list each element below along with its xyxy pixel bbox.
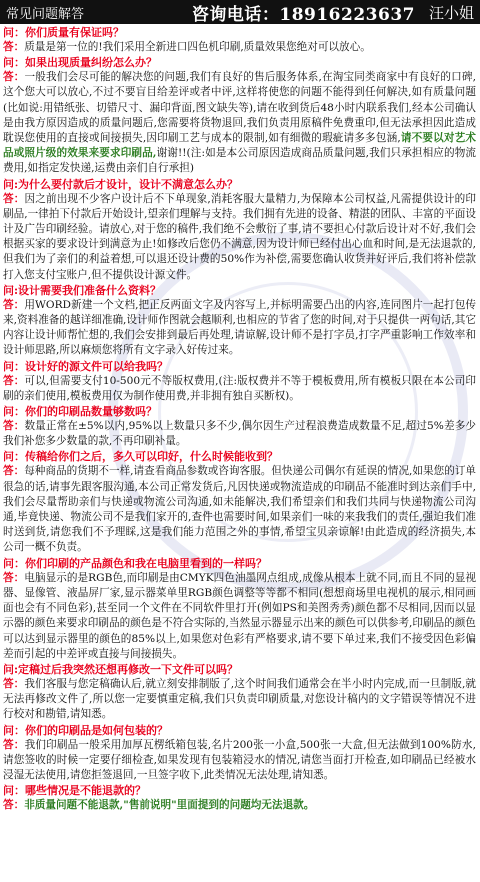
faq-answer	[3, 419, 477, 449]
answer-text: 我们客服与您定稿确认后,就立刻安排制版了,这个时间我们通常会在半小时内完成,而一旦制版,就无法再修改文件了,所以您一定要慎重定稿,我们只负责印刷质量,对您设计稿内的文字错误等情况不进行校对和勘错,请知悉。	[3, 677, 477, 721]
answer-text: 我们印刷品一般采用加厚瓦楞纸箱包装,名片200张一小盒,500张一大盒,但无法做到100%防水,请您签收的时候一定要仔细检查,如果发现有包装箱浸水的情况,请您当面打开检查,如印刷品已经被水浸湿无法使用,请您拒签退回,一旦签字收下,此类情况无法处理,请知悉。	[3, 738, 477, 781]
answer-prefix: 答：	[3, 298, 25, 311]
faq-answer	[3, 298, 477, 359]
answer-text: 可以,但需要支付10-500元不等版权费用,(注:版权费并不等于模板费用,所有模板只限在本公司印刷的亲们使用,模板费用仅为制作使用费,并非拥有独自买断权)。	[3, 374, 477, 402]
answer-text: 数量正常在±5%以内,95%以上数量只多不少,偶尔因生产过程浪费造成数量不足,超过5%差多少我们补您多少数量的款,不再印刷补量。	[3, 420, 477, 448]
faq-item	[3, 404, 477, 449]
answer-prefix: 答：	[3, 374, 25, 387]
faq-question: 问:定稿过后我突然还想再修改一下文件可以吗？	[3, 662, 239, 676]
faq-item	[3, 449, 477, 555]
faq-answer	[3, 738, 477, 784]
header-title: 常见问题解答	[6, 6, 85, 22]
answer-text: 用WORD新建一个文档,把正反两面文字及内容写上,并标明需要凸出的内容,连同图片一起打包传来,资料准备的越详细准确,设计师作图就会越顺利,也相应的节省了您的时间,对于只提供一两句话,其它内容让设计师帮忙想的,我们会安排到最后再处理,请谅解,设计师不是打字员,打字严重影响工作效率和设计师思路,所以麻烦您将所有文字录入好传过来。	[3, 298, 476, 357]
faq-answer	[3, 464, 477, 555]
answer-prefix: 答：	[3, 420, 25, 433]
faq-answer	[3, 677, 477, 723]
faq-question: 问：你们的印刷品数量够数吗？	[3, 405, 157, 419]
faq-item	[3, 25, 477, 55]
faq-item	[3, 55, 477, 176]
answer-prefix: 答：	[3, 41, 25, 53]
answer-highlight: 请不要以对艺术品或照片级的效果来要求印刷品,	[3, 132, 477, 160]
answer-prefix: 答：	[3, 465, 25, 478]
faq-item	[3, 359, 477, 404]
faq-item	[3, 723, 477, 784]
header-bar	[0, 0, 480, 24]
faq-question: 问：你们印刷的产品颜色和我在电脑里看到的一样吗？	[3, 556, 267, 570]
faq-answer	[3, 40, 477, 55]
answer-prefix: 答：	[3, 799, 25, 812]
faq-question: 问：你们质量有保证吗？	[3, 26, 124, 39]
faq-item	[3, 283, 477, 359]
answer-text: 每种商品的货期不一样,请查看商品参数或咨询客服。但快递公司偶尔有延误的情况,如果您的订单很急的话,请事先跟客服沟通,本公司正常发货后,凡因快递或物流造成的印刷品不能准时到达亲们手中,我们会尽量帮助亲们与快递或物流公司沟通,如未能解决,我们希望亲们和我们共同与快递物流公司沟通,毕竟快递、物流公司不是我们家开的,查件也需要时间,如果亲们一味的来我我们的责任,强迫我们准时送到货,请您我们不予理睬,这是我们能力范围之外的事情,希望宝贝亲谅解!由此造成的经济损失,本公司一概不负责。	[3, 465, 477, 554]
faq-answer	[3, 798, 477, 813]
faq-answer	[3, 192, 477, 283]
answer-text: 一般我们会尽可能的解决您的问题,我们有良好的售后服务体系,在淘宝同类商家中有良好的口碑,这个您大可以放心,不过不要盲目给差评或者中评,这样将使您的问题不能得到任何解决,如有质量问题(比如说:用错纸张、切错尺寸、漏印背面,图文缺失等),请在收到货后48小时内联系我们,经本公司确认是由我方原因造成的质量问题后,您需要将货物退回,我们负责用原稿件免费重印,但无法承担因此造成耽误您使用的直接或间接损失,因印刷工艺与成本的限制,如有细微的瑕疵请多多包涵,	[3, 71, 476, 145]
faq-item	[3, 177, 477, 283]
faq-question: 问：如果出现质量纠纷怎么办？	[3, 56, 157, 70]
contact-name: 汪小姐	[428, 3, 474, 22]
answer-highlight: 非质量问题不能退款,"售前说明"里面提到的问题均无法退款。	[24, 799, 315, 812]
answer-prefix: 答：	[3, 738, 25, 751]
faq-question: 问：哪些情况是不能退款的？	[3, 784, 146, 798]
faq-item	[3, 783, 477, 813]
faq-question: 问:设计需要我们准备什么资料？	[3, 283, 162, 297]
faq-question: 问：你们的印刷品是如何包装的？	[3, 723, 168, 737]
answer-text: 因之前出现不少客户设计后不下单现象,消耗客服大量精力,为保障本公司权益,凡需提供设计的印刷品,一律拍下付款后开始设计,望亲们理解与支持。我们拥有先进的设备、精湛的团队、丰富的平面设计及广告印刷经验。请放心,对于您的稿件,我们绝不会敷衍了事,请不要担心付款后设计对不好,我们会根据买家的要求设计到满意为止!如修改后您仍不满意,因为设计师已经付出心血和时间,是无法退款的,但我们为了亲们的利益着想,可以退还设计费的50%作为补偿,需要您确认收货并好评后,我们将补偿款打入您支付宝账户,但不提供设计源文件。	[3, 192, 476, 281]
answer-text: 电脑显示的是RGB色,而印刷是由CMYK四色油墨网点组成,成像从根本上就不同,而且不同的显视器、显像管、液晶屏厂家,显示器菜单里RGB颜色调整等等都不相同(想想商场里电视机的展示,相同画面也会有不同色彩),甚至同一个文件在不同软件里打开(例如PS和美图秀秀)颜色都不尽相同,因而以显示器的颜色来要求印刷品的颜色是不符合实际的,当然显示器显示出来的颜色可以供参考,印刷品的颜色可以达到显示器里的颜色的85%以上,如果您对色彩有严格要求,请不要下单过来,我们不接受因色彩偏差而引起的中差评或直接与间接损失。	[3, 571, 476, 660]
faq-answer	[3, 374, 477, 404]
faq-item	[3, 556, 477, 662]
faq-item	[3, 662, 477, 723]
answer-text: 质量是第一位的!我们采用全新进口四色机印刷,质量效果您绝对可以放心。	[24, 41, 371, 53]
answer-prefix: 答：	[3, 571, 25, 584]
faq-answer	[3, 70, 477, 176]
faq-question: 问：设计好的源文件可以给我吗？	[3, 359, 168, 373]
faq-question: 问：传稿给你们之后，多久可以印好，什么时候能收到？	[3, 450, 278, 464]
answer-prefix: 答：	[3, 677, 25, 690]
hotline-number: 咨询电话：18916223637	[191, 4, 415, 25]
faq-question: 问:为什么要付款后才设计，设计不满意怎么办？	[3, 177, 239, 191]
faq-list	[0, 25, 480, 882]
answer-prefix: 答：	[3, 71, 25, 84]
answer-text-after: 谢谢!!(注:如是本公司原因造成商品质量问题,我们只承担相应的物流费用,如指定发快递,运费由亲们自行承担)	[3, 147, 477, 175]
answer-prefix: 答：	[3, 192, 25, 205]
faq-answer	[3, 571, 477, 662]
